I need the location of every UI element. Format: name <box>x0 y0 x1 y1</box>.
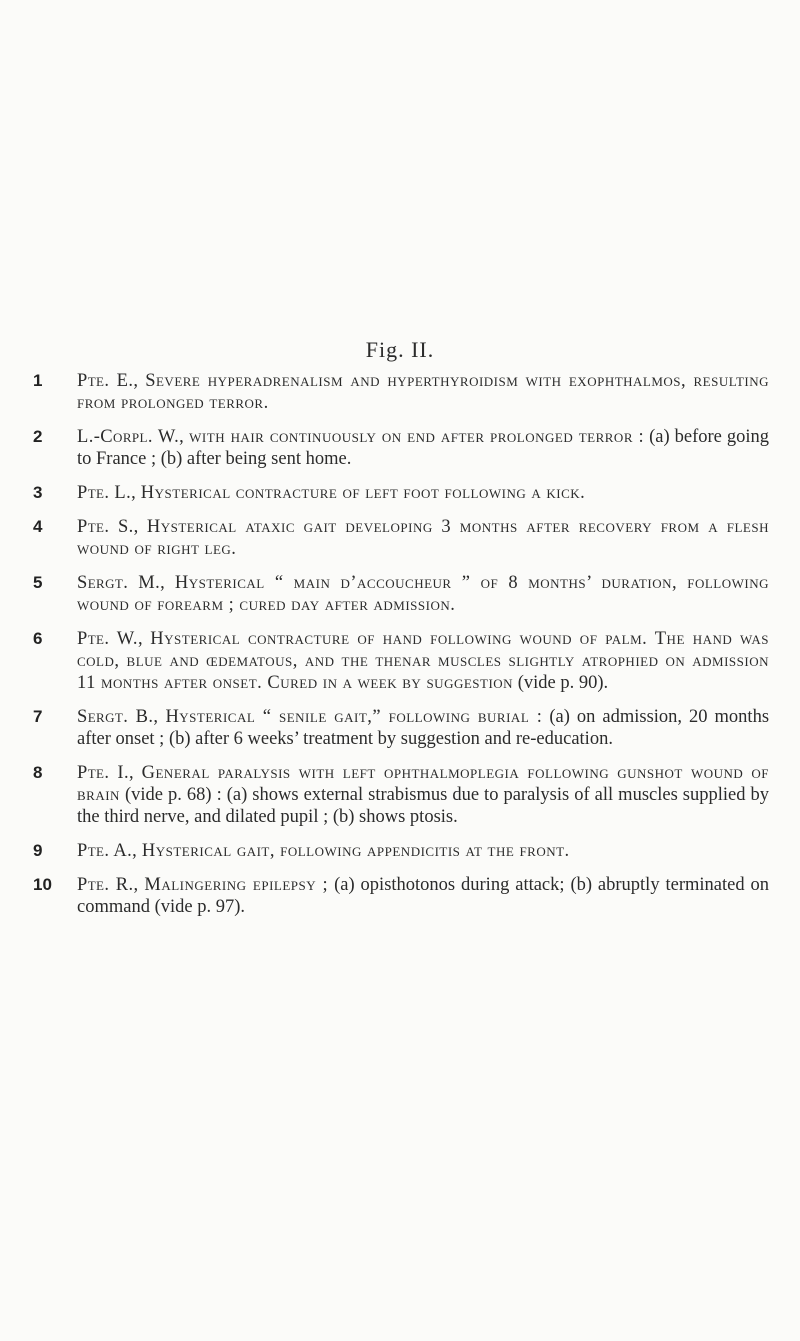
entry-number: 1 <box>33 371 43 390</box>
entry-number: 10 <box>33 875 52 894</box>
entry-tail: (vide p. 90). <box>517 673 609 693</box>
entry-text <box>77 370 769 414</box>
legend-entry <box>0 482 800 504</box>
entry-text <box>77 706 769 750</box>
legend-entry <box>0 370 800 414</box>
legend-entry <box>0 762 800 828</box>
figure-title: Fig. II. <box>365 337 435 362</box>
entry-description: Severe hyperadrenalism and hyperthyroidism with exophthalmos, resulting from prolonged terror. <box>77 371 770 413</box>
entry-description: Hysterical “ main d’accoucheur ” of 8 months’ duration, following wound of forearm ; cured day after admission. <box>77 573 769 615</box>
entry-description: Malingering epilepsy ; <box>144 875 329 895</box>
entry-text <box>77 762 769 828</box>
entry-name: Pte. L., <box>77 483 137 503</box>
legend-entry <box>0 706 800 750</box>
legend-entry <box>0 628 800 694</box>
entry-description: Hysterical contracture of left foot following a kick. <box>140 483 586 503</box>
entry-number: 4 <box>33 517 43 536</box>
entry-name: Sergt. M., <box>77 573 166 593</box>
entry-name: L.-Corpl. W., <box>77 427 185 447</box>
entry-name: Pte. R., <box>77 875 139 895</box>
entry-number: 6 <box>33 629 43 648</box>
legend-entry <box>0 840 800 862</box>
entry-description: Hysterical “ senile gait,” following burial : <box>165 707 543 727</box>
entry-name: Sergt. B., <box>77 707 159 727</box>
entry-name: Pte. I., <box>77 763 135 783</box>
entry-tail: (a) before going to France ; (b) after being sent home. <box>77 427 770 469</box>
legend-entry <box>0 426 800 470</box>
entry-name: Pte. E., <box>77 371 139 391</box>
figure-legend-list <box>0 370 800 918</box>
entry-number: 5 <box>33 573 43 592</box>
entry-tail: (a) on admission, 20 months after onset ; (b) after 6 weeks’ treatment by suggestion and re-education. <box>77 707 770 749</box>
entry-description: Hysterical gait, following appendicitis at the front. <box>141 841 570 861</box>
entry-text <box>77 840 769 862</box>
entry-description: Hysterical contracture of hand following wound of palm. The hand was cold, blue and œdematous, and the thenar muscles slightly atrophied on admission 11 months after onset. Cured in a week by suggestion <box>77 629 769 693</box>
entry-text <box>77 516 769 560</box>
entry-name: Pte. A., <box>77 841 138 861</box>
entry-text <box>77 628 769 694</box>
entry-text <box>77 482 769 504</box>
entry-text <box>77 572 769 616</box>
entry-number: 7 <box>33 707 43 726</box>
entry-tail: (vide p. 68) : (a) shows external strabismus due to paralysis of all muscles supplied by the third nerve, and dilated pupil ; (b) shows ptosis. <box>77 785 770 827</box>
entry-description: Hysterical ataxic gait developing 3 months after recovery from a flesh wound of right leg. <box>77 517 769 559</box>
legend-entry <box>0 516 800 560</box>
entry-name: Pte. S., <box>77 517 139 537</box>
legend-entry <box>0 874 800 918</box>
entry-name: Pte. W., <box>77 629 143 649</box>
legend-entry <box>0 572 800 616</box>
entry-text <box>77 426 769 470</box>
entry-number: 9 <box>33 841 43 860</box>
entry-number: 2 <box>33 427 43 446</box>
entry-number: 8 <box>33 763 43 782</box>
entry-number: 3 <box>33 483 43 502</box>
entry-text <box>77 874 769 918</box>
entry-description: with hair continuously on end after prolonged terror : <box>189 427 645 447</box>
entry-tail: (a) opisthotonos during attack; (b) abruptly terminated on command (vide p. 97). <box>77 875 769 917</box>
entry-description: General paralysis with left ophthalmoplegia following gunshot wound of brain <box>77 763 770 805</box>
